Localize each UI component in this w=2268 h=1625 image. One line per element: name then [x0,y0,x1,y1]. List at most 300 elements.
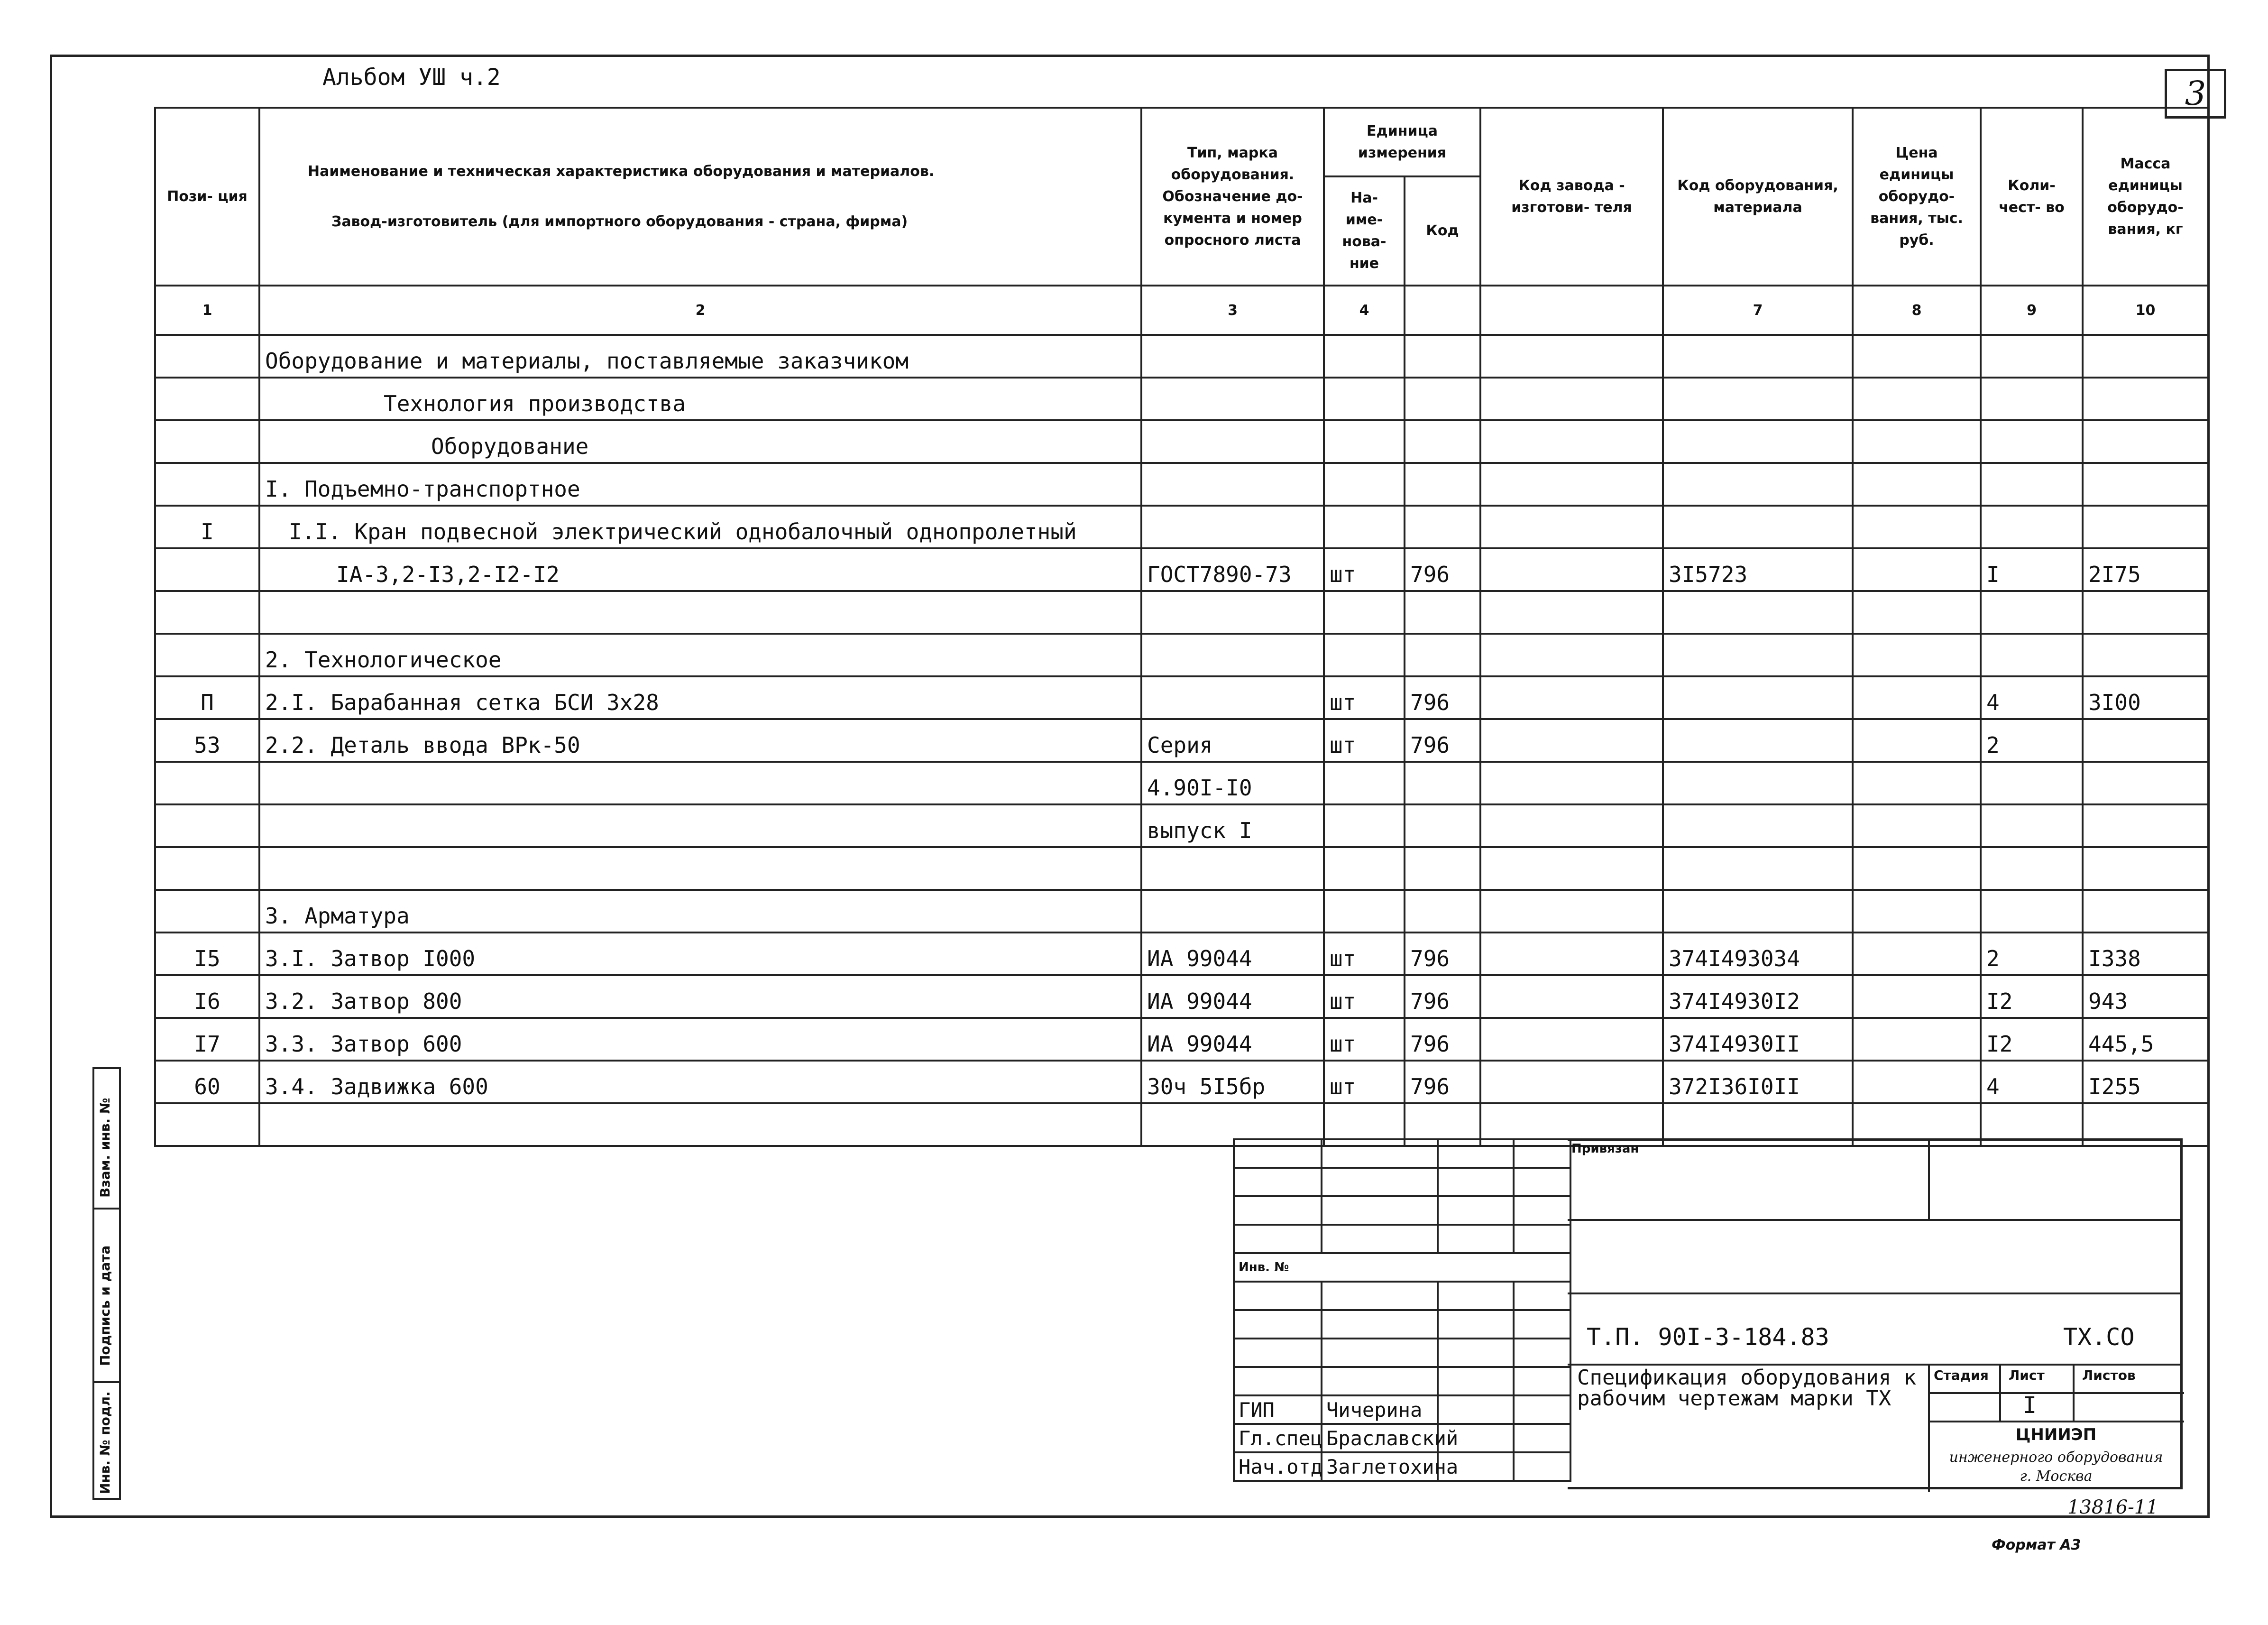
position-cell: I6 [155,975,259,1018]
equipment-code-cell: 3I5723 [1663,548,1853,591]
unit-code-cell [1405,890,1480,933]
col-number [1405,286,1480,335]
mass-cell: I338 [2083,933,2208,975]
name-cell: I. Подъемно-транспортное [259,463,1141,506]
equipment-code-cell: 374I493034 [1663,933,1853,975]
signature-cell [1234,1282,1322,1310]
equipment-code-cell [1663,378,1853,420]
name-cell: IА-3,2-I3,2-I2-I2 [259,548,1141,591]
unit-name-cell [1324,634,1405,676]
signature-cell [1438,1168,1514,1196]
price-cell [1853,548,1981,591]
table-row [155,719,2208,762]
price-cell [1853,420,1981,463]
type-cell [1141,463,1324,506]
name-cell [259,847,1141,890]
equipment-code-cell [1663,335,1853,378]
signature-row [1234,1424,1570,1452]
price-cell [1853,719,1981,762]
position-cell [155,548,259,591]
name-cell: 3.3. Затвор 600 [259,1018,1141,1061]
quantity-cell: I2 [1981,975,2083,1018]
sidebar-vzam-label: Взам. инв. № [97,1098,113,1198]
type-cell: выпуск I [1141,804,1324,847]
factory-code-cell [1480,335,1663,378]
factory-code-cell [1480,933,1663,975]
position-cell [155,847,259,890]
position-cell [155,762,259,804]
signature-cell [1322,1339,1438,1367]
unit-code-cell [1405,762,1480,804]
quantity-cell [1981,506,2083,548]
title-line-1 [1568,1219,2180,1221]
price-cell [1853,847,1981,890]
table-row [155,463,2208,506]
mass-cell [2083,506,2208,548]
header-price: Цена единицы оборудо- вания, тыс. руб. [1853,108,1981,286]
signature-cell [1322,1367,1438,1395]
col-number: 9 [1981,286,2083,335]
table-row [155,975,2208,1018]
position-cell [155,591,259,634]
factory-code-cell [1480,634,1663,676]
document-mark: ТХ.СО [2063,1323,2135,1351]
type-cell: 4.90I-I0 [1141,762,1324,804]
mass-cell [2083,634,2208,676]
position-cell [155,634,259,676]
name-cell: 3.2. Затвор 800 [259,975,1141,1018]
mass-cell [2083,762,2208,804]
document-code: Т.П. 90I-3-184.83 [1587,1323,1829,1351]
type-cell [1141,890,1324,933]
privyazan-label: Привязан [1571,1142,1639,1156]
type-cell [1141,591,1324,634]
signature-grid [1233,1138,1571,1482]
unit-code-cell [1405,804,1480,847]
signature-cell [1514,1225,1570,1253]
unit-name-cell [1324,591,1405,634]
signature-row [1234,1139,1570,1168]
mass-cell [2083,804,2208,847]
type-cell: ГОСТ7890-73 [1141,548,1324,591]
unit-code-cell: 796 [1405,1061,1480,1103]
signature-row [1234,1395,1570,1424]
signature-cell [1234,1225,1322,1253]
table-row [155,1018,2208,1061]
quantity-cell [1981,463,2083,506]
quantity-cell: I [1981,548,2083,591]
type-cell: ИА 99044 [1141,933,1324,975]
signature-cell [1514,1310,1570,1339]
signature-cell [1514,1452,1570,1481]
factory-code-cell [1480,890,1663,933]
table-row [155,847,2208,890]
signature-cell [1514,1196,1570,1225]
listov-label: Листов [2082,1367,2136,1383]
equipment-code-cell [1663,591,1853,634]
name-cell: 3.I. Затвор I000 [259,933,1141,975]
position-cell [155,420,259,463]
unit-name-cell: шт [1324,1018,1405,1061]
col-number: 2 [259,286,1141,335]
type-cell: Серия [1141,719,1324,762]
quantity-cell [1981,378,2083,420]
equipment-code-cell [1663,719,1853,762]
name-cell: 2. Технологическое [259,634,1141,676]
signature-row [1234,1339,1570,1367]
signature-row [1234,1282,1570,1310]
unit-name-cell [1324,762,1405,804]
unit-code-cell [1405,847,1480,890]
quantity-cell: 4 [1981,676,2083,719]
unit-name-cell [1324,506,1405,548]
quantity-cell [1981,591,2083,634]
mass-cell [2083,463,2208,506]
archive-number: 13816-11 [2067,1496,2158,1518]
unit-name-cell [1324,890,1405,933]
table-row [155,933,2208,975]
quantity-cell [1981,804,2083,847]
signature-cell [1322,1139,1438,1168]
name-cell [259,1103,1141,1146]
unit-name-cell [1324,378,1405,420]
table-row [155,890,2208,933]
price-cell [1853,506,1981,548]
header-mass: Масса единицы оборудо- вания, кг [2083,108,2208,286]
signature-cell [1322,1310,1438,1339]
table-row [155,762,2208,804]
privyazan-divider [1928,1141,1930,1219]
name-cell: 2.2. Деталь ввода ВРк-50 [259,719,1141,762]
equipment-code-cell [1663,676,1853,719]
factory-code-cell [1480,1018,1663,1061]
unit-name-cell: шт [1324,719,1405,762]
unit-code-cell [1405,506,1480,548]
price-cell [1853,933,1981,975]
signature-cell [1514,1424,1570,1452]
signer-name: Заглетохина [1322,1452,1438,1481]
price-cell [1853,890,1981,933]
type-cell [1141,847,1324,890]
name-cell [259,762,1141,804]
signature-cell [1514,1282,1570,1310]
unit-name-cell [1324,804,1405,847]
position-cell [155,1103,259,1146]
col-number [1480,286,1663,335]
header-name-line2: Завод-изготовитель (для импортного оборудования - страна, фирма) [331,213,908,230]
type-cell: ИА 99044 [1141,975,1324,1018]
specification-table [154,107,2209,1147]
type-cell [1141,378,1324,420]
factory-code-cell [1480,548,1663,591]
col-number: 3 [1141,286,1324,335]
signature-cell [1322,1282,1438,1310]
signer-name: Чичерина [1322,1395,1438,1424]
sidebar-inv-label: Инв. № подл. [97,1391,113,1494]
position-cell [155,804,259,847]
equipment-code-cell [1663,804,1853,847]
header-equipment-code: Код оборудования, материала [1663,108,1853,286]
table-row [155,634,2208,676]
signature-row [1234,1367,1570,1395]
name-cell: 3. Арматура [259,890,1141,933]
signer-role: Нач.отд [1234,1452,1322,1481]
mass-cell [2083,335,2208,378]
table-row [155,676,2208,719]
format-label: Формат А3 [1992,1537,2081,1553]
unit-code-cell [1405,463,1480,506]
mass-cell: 2I75 [2083,548,2208,591]
price-cell [1853,634,1981,676]
mass-cell [2083,890,2208,933]
signature-cell [1438,1395,1514,1424]
signature-cell [1514,1168,1570,1196]
table-row [155,548,2208,591]
col-number: 4 [1324,286,1405,335]
signature-row [1234,1452,1570,1481]
equipment-code-cell: 374I4930II [1663,1018,1853,1061]
unit-name-cell: шт [1324,933,1405,975]
price-cell [1853,1061,1981,1103]
price-cell [1853,975,1981,1018]
type-cell [1141,420,1324,463]
unit-code-cell [1405,420,1480,463]
name-cell [259,804,1141,847]
signature-cell [1234,1139,1322,1168]
unit-code-cell: 796 [1405,548,1480,591]
header-unit-group: Единица измерения [1324,108,1480,176]
factory-code-cell [1480,676,1663,719]
position-cell: 60 [155,1061,259,1103]
equipment-code-cell [1663,420,1853,463]
price-cell [1853,463,1981,506]
signature-cell [1234,1168,1322,1196]
position-cell [155,378,259,420]
unit-code-cell: 796 [1405,1018,1480,1061]
unit-name-cell [1324,420,1405,463]
org-name-3: г. Москва [2020,1468,2093,1485]
quantity-cell [1981,762,2083,804]
unit-name-cell: шт [1324,676,1405,719]
header-position: Пози- ция [155,108,259,286]
unit-name-cell: шт [1324,1061,1405,1103]
factory-code-cell [1480,847,1663,890]
position-cell: I7 [155,1018,259,1061]
type-cell: 30ч 5I5бр [1141,1061,1324,1103]
price-cell [1853,762,1981,804]
equipment-code-cell: 374I4930I2 [1663,975,1853,1018]
price-cell [1853,378,1981,420]
signature-row [1234,1310,1570,1339]
unit-name-cell [1324,463,1405,506]
mass-cell [2083,719,2208,762]
factory-code-cell [1480,719,1663,762]
mass-cell [2083,591,2208,634]
signature-cell [1514,1339,1570,1367]
unit-name-cell [1324,847,1405,890]
quantity-cell: 2 [1981,719,2083,762]
signer-role: Гл.спец [1234,1424,1322,1452]
price-cell [1853,335,1981,378]
title-block [1568,1138,2183,1489]
equipment-code-cell [1663,634,1853,676]
stadia-bottom-line [1928,1421,2184,1422]
signature-row [1234,1253,1570,1282]
signature-cell [1514,1367,1570,1395]
equipment-code-cell: 372I36I0II [1663,1061,1853,1103]
name-cell: Оборудование [259,420,1141,463]
unit-code-cell: 796 [1405,975,1480,1018]
unit-code-cell: 796 [1405,719,1480,762]
signature-cell [1438,1310,1514,1339]
signature-cell [1322,1196,1438,1225]
position-cell: П [155,676,259,719]
signature-cell [1438,1367,1514,1395]
name-cell: Оборудование и материалы, поставляемые заказчиком [259,335,1141,378]
price-cell [1853,804,1981,847]
col-number: 7 [1663,286,1853,335]
quantity-cell: 2 [1981,933,2083,975]
quantity-cell: 4 [1981,1061,2083,1103]
price-cell [1853,591,1981,634]
col-number: 8 [1853,286,1981,335]
table-row [155,378,2208,420]
mass-cell: 943 [2083,975,2208,1018]
equipment-code-cell [1663,762,1853,804]
org-name-1: ЦНИИЭП [2015,1425,2097,1444]
factory-code-cell [1480,804,1663,847]
unit-name-cell: шт [1324,975,1405,1018]
quantity-cell [1981,847,2083,890]
equipment-code-cell [1663,463,1853,506]
signature-cell [1438,1339,1514,1367]
factory-code-cell [1480,463,1663,506]
quantity-cell [1981,890,2083,933]
name-cell: I.I. Кран подвесной электрический однобалочный однопролетный [259,506,1141,548]
factory-code-cell [1480,975,1663,1018]
title-line-2 [1568,1293,2180,1294]
signature-row [1234,1168,1570,1196]
signature-cell [1322,1168,1438,1196]
signature-cell [1234,1310,1322,1339]
position-cell [155,890,259,933]
type-cell [1141,506,1324,548]
factory-code-cell [1480,1061,1663,1103]
equipment-code-cell [1663,847,1853,890]
signature-row [1234,1225,1570,1253]
type-cell [1141,676,1324,719]
price-cell [1853,676,1981,719]
mass-cell: I255 [2083,1061,2208,1103]
mass-cell: 3I00 [2083,676,2208,719]
type-cell: ИА 99044 [1141,1018,1324,1061]
signature-cell [1234,1367,1322,1395]
table-row [155,420,2208,463]
mass-cell [2083,847,2208,890]
header-quantity: Коли- чест- во [1981,108,2083,286]
unit-name-cell [1324,335,1405,378]
list-value: I [2023,1392,2037,1419]
equipment-code-cell [1663,890,1853,933]
header-name-line1: Наименование и техническая характеристика оборудования и материалов. [308,163,935,180]
position-cell [155,335,259,378]
mass-cell: 445,5 [2083,1018,2208,1061]
factory-code-cell [1480,420,1663,463]
stadia-label: Стадия [1934,1367,1989,1383]
price-cell [1853,1018,1981,1061]
org-name-2: инженерного оборудования [1949,1449,2163,1466]
column-numbers-row [155,286,2208,335]
signer-name: Браславский [1322,1424,1438,1452]
position-cell: 53 [155,719,259,762]
table-row [155,335,2208,378]
document-description: Спецификация оборудования к рабочим чертежам марки ТХ [1577,1366,1917,1411]
type-cell [1141,634,1324,676]
factory-code-cell [1480,378,1663,420]
col-number: 1 [155,286,259,335]
name-cell: 2.I. Барабанная сетка БСИ 3х28 [259,676,1141,719]
signature-cell [1514,1139,1570,1168]
unit-code-cell: 796 [1405,933,1480,975]
quantity-cell: I2 [1981,1018,2083,1061]
signer-role: ГИП [1234,1395,1322,1424]
list-label: Лист [2009,1367,2045,1383]
quantity-cell [1981,420,2083,463]
mass-cell [2083,420,2208,463]
table-row [155,804,2208,847]
sidebar-podpis-label: Подпись и дата [97,1245,113,1366]
name-cell: 3.4. Задвижка 600 [259,1061,1141,1103]
signature-cell [1438,1196,1514,1225]
header-type: Тип, марка оборудования. Обозначение до- кумента и номер опросного листа [1141,108,1324,286]
signature-cell [1234,1339,1322,1367]
unit-code-cell [1405,634,1480,676]
signature-cell [1514,1395,1570,1424]
signature-cell [1234,1196,1322,1225]
signature-cell [1438,1139,1514,1168]
unit-code-cell [1405,378,1480,420]
header-factory-code: Код завода - изготови- теля [1480,108,1663,286]
type-cell [1141,335,1324,378]
factory-code-cell [1480,762,1663,804]
header-name [259,108,1141,286]
inv-no-label: Инв. № [1234,1253,1570,1282]
table-row [155,1061,2208,1103]
table-row [155,506,2208,548]
col-number: 10 [2083,286,2208,335]
album-label: Альбом УШ ч.2 [322,64,501,91]
signature-row [1234,1196,1570,1225]
header-unit-code: Код [1405,176,1480,286]
position-cell [155,463,259,506]
signature-cell [1438,1225,1514,1253]
factory-code-cell [1480,506,1663,548]
factory-code-cell [1480,591,1663,634]
quantity-cell [1981,634,2083,676]
unit-name-cell: шт [1324,548,1405,591]
signature-cell [1438,1282,1514,1310]
table-body [155,335,2208,1146]
signature-cell [1322,1225,1438,1253]
header-unit-name: На- име- нова- ние [1324,176,1405,286]
mass-cell [2083,378,2208,420]
position-cell: I [155,506,259,548]
unit-code-cell: 796 [1405,676,1480,719]
position-cell: I5 [155,933,259,975]
stadia-hline [1928,1392,2184,1394]
quantity-cell [1981,335,2083,378]
table-row [155,591,2208,634]
